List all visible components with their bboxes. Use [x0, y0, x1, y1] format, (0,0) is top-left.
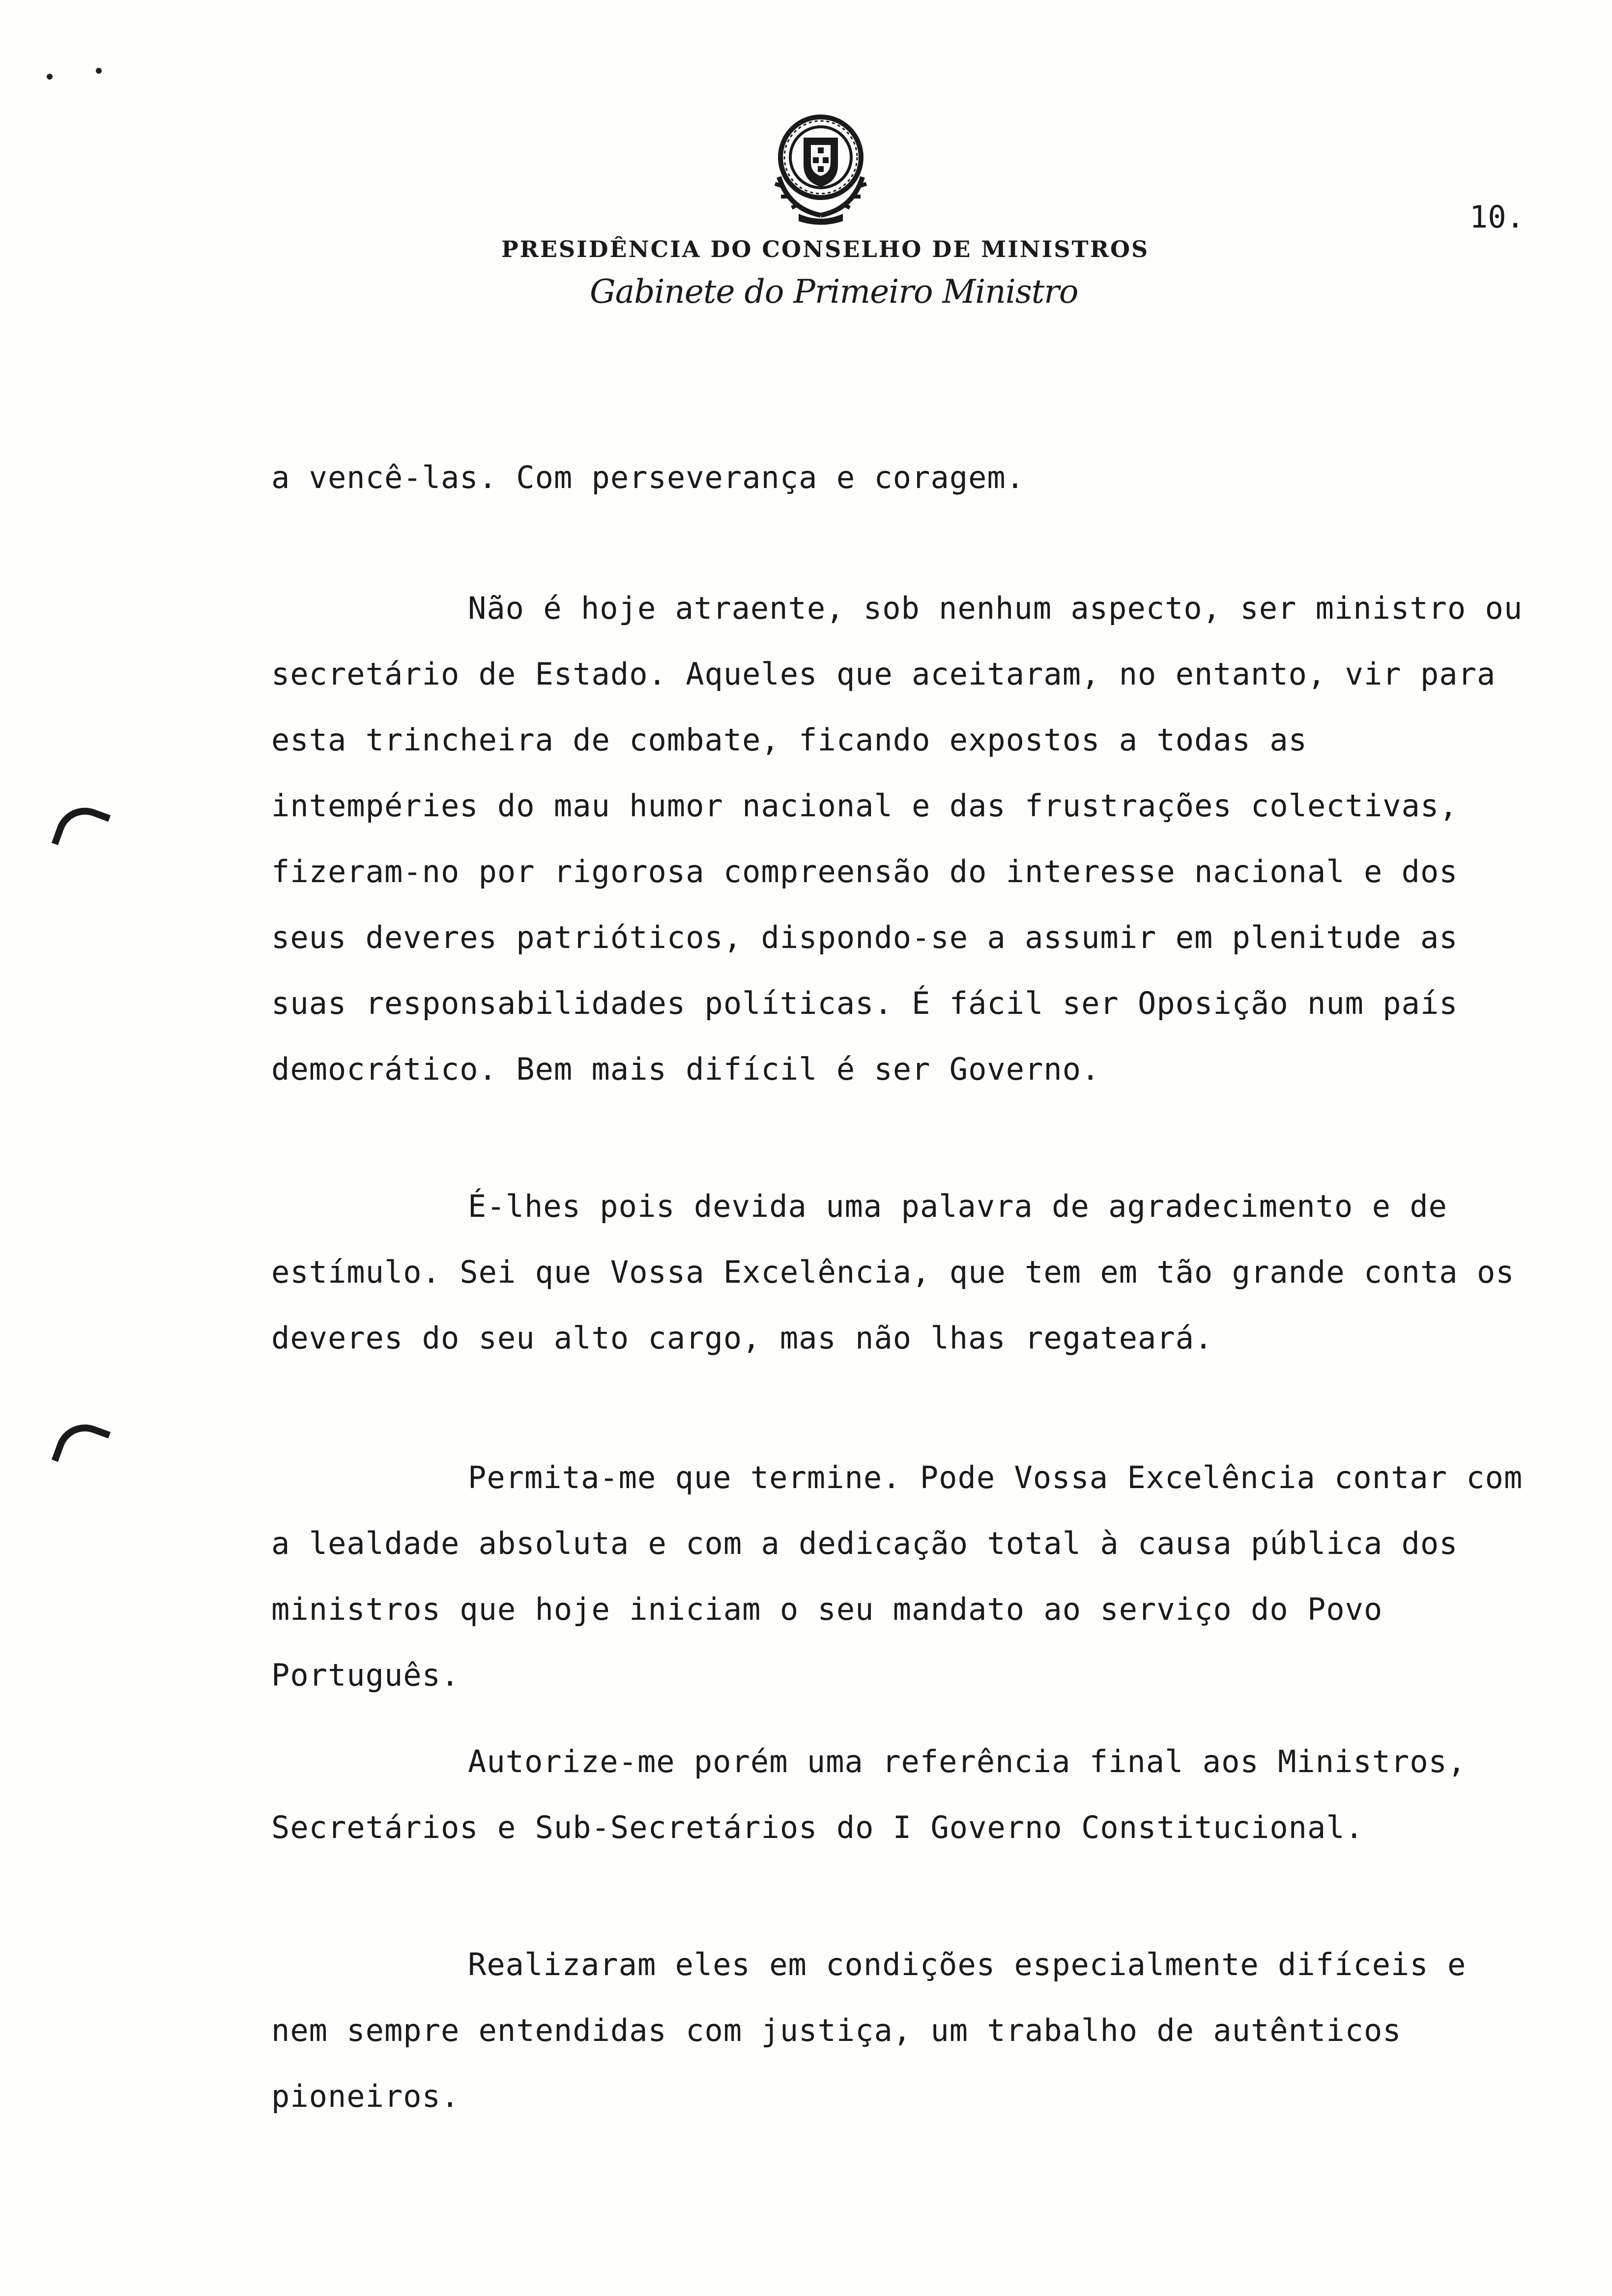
paragraph: Autorize-me porém uma referência final aos Ministros, Secretários e Sub-Secretários do I Governo Constitucional. — [271, 1744, 1467, 1845]
office-heading: PRESIDÊNCIA DO CONSELHO DE MINISTROS — [501, 236, 1150, 262]
margin-hole-mark — [52, 800, 111, 859]
paragraph: Não é hoje atraente, sob nenhum aspecto, ser ministro ou secretário de Estado. Aqueles que aceitaram, no entanto, vir para esta trincheira de combate, ficando expostos a todas as intempéries do mau humor nacional e das frustrações colectivas, fizeram-no por rigorosa compreensão do interesse nacional e dos seus deveres patrióticos, dispondo-se a assumir em plenitude as suas responsabilidades políticas. É fácil ser Oposição num país democrático. Bem mais difícil é ser Governo. — [271, 590, 1523, 1087]
portuguese-coat-of-arms-icon — [764, 103, 877, 226]
page-number: 10. — [1469, 199, 1525, 235]
margin-hole-mark — [52, 1416, 111, 1475]
paragraph: É-lhes pois devida uma palavra de agradecimento e de estímulo. Sei que Vossa Excelência, que tem em tão grande conta os deveres do seu alto cargo, mas não lhas regateará. — [271, 1188, 1515, 1356]
letter-body — [271, 445, 1529, 2129]
cabinet-heading: Gabinete do Primeiro Ministro — [590, 273, 1078, 311]
paragraph: Realizaram eles em condições especialmente difíceis e nem sempre entendidas com justiça, um trabalho de autênticos pioneiros. — [271, 1947, 1467, 2114]
paragraph: Permita-me que termine. Pode Vossa Excelência contar com a lealdade absoluta e com a dedicação total à causa pública dos ministros que hoje iniciam o seu mandato ao serviço do Povo Português. — [271, 1460, 1523, 1693]
scan-speck — [96, 68, 102, 74]
scan-speck — [47, 74, 53, 80]
paragraph: a vencê-las. Com perseverança e coragem. — [271, 459, 1025, 495]
